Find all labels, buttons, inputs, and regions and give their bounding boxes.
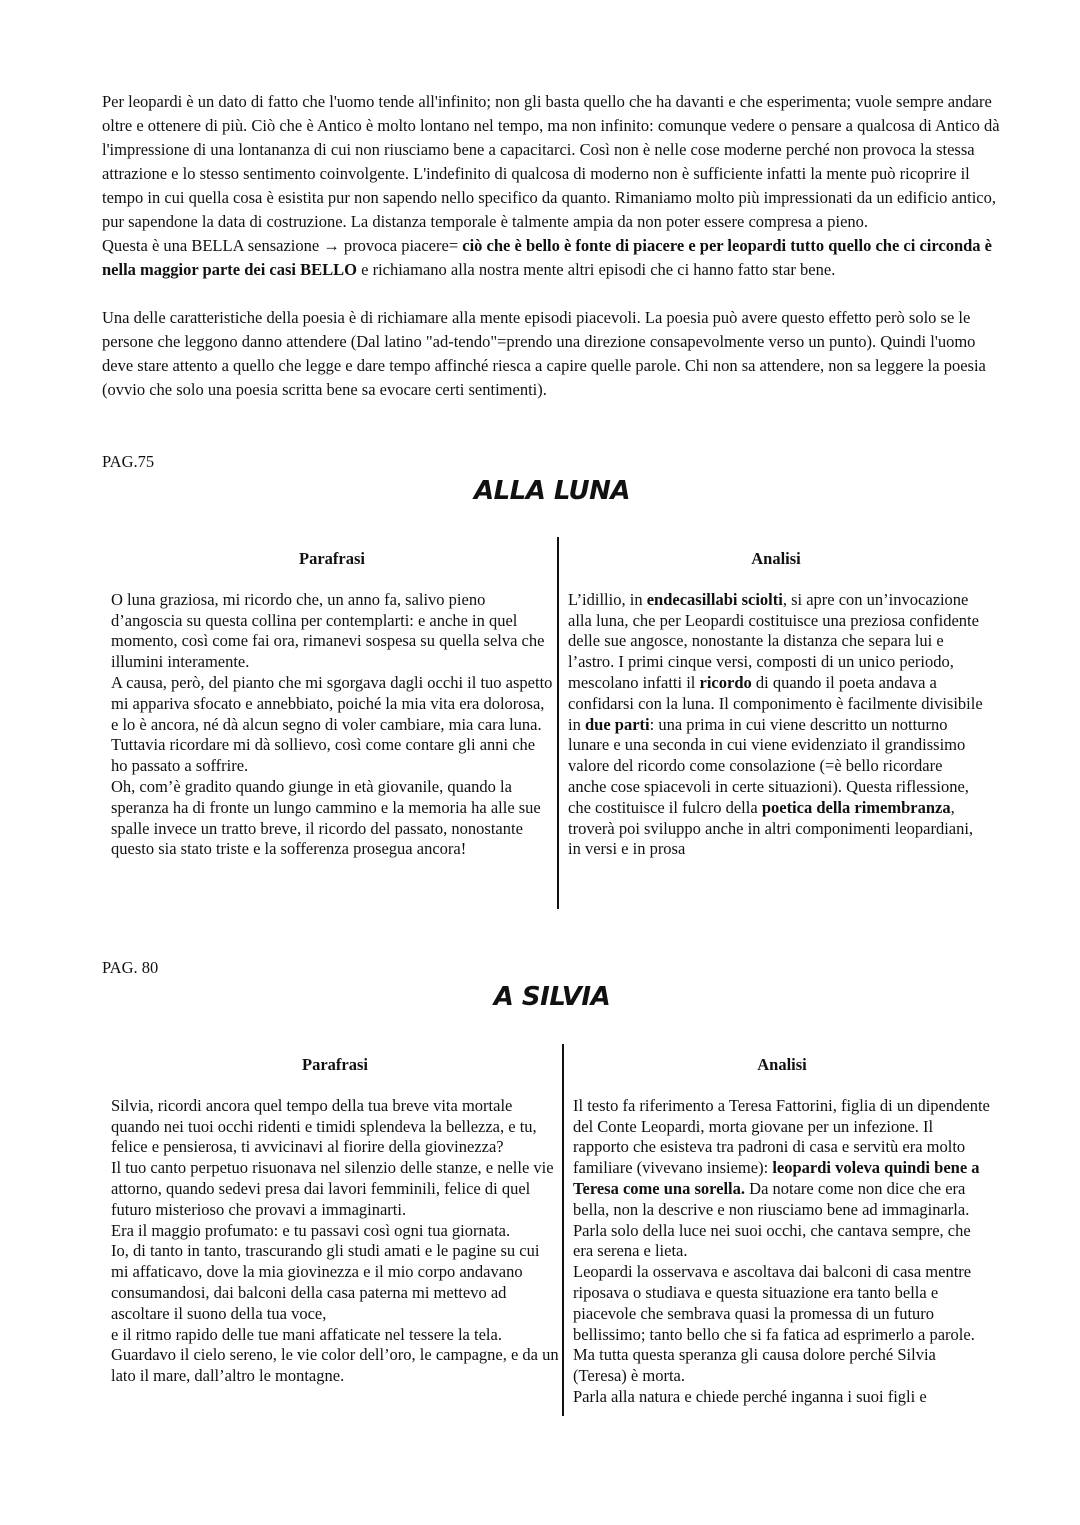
parafrasi-line: Oh, com’è gradito quando giunge in età giovanile, quando la speranza ha di fronte un lungo cammino e la memoria ha alle sue spalle invece un tratto breve, il ricordo del passato, nonostante questo sia stato triste e la sofferenza prosegua ancora! [111,776,541,859]
analisi-column-silvia [573,1055,991,1408]
parafrasi-line: e il ritmo rapido delle tue mani affaticate nel tessere la tela. [111,1324,502,1344]
intro-text [102,90,1002,402]
parafrasi-line: A causa, però, del pianto che mi sgorgava dagli occhi il tuo aspetto mi appariva sfocato e annebbiato, poiché la mia vita era dolorosa, e lo è ancora, né dà alcun segno di voler cambiare, mia cara luna. [111,672,553,734]
parafrasi-column-silvia [111,1055,559,1387]
analisi-column-luna [568,549,984,860]
parafrasi-line: Il tuo canto perpetuo risuonava nel silenzio delle stanze, e nelle vie attorno, quando sedevi presa dai lavori femminili, felice di quel futuro misterioso che provavi a immaginarti. [111,1158,554,1219]
parafrasi-line: Era il maggio profumato: e tu passavi così ogni tua giornata. [111,1220,511,1240]
parafrasi-heading: Parafrasi [299,549,365,568]
intro-paragraph-2 [102,234,1002,282]
parafrasi-line: Silvia, ricordi ancora quel tempo della tua breve vita mortale quando nei tuoi occhi ridenti e timidi splendeva la bellezza, e tu, felice e pensierosa, ti avvicinavi al fiorire della giovinezza? [111,1095,537,1157]
analisi-fragment: , troverà poi sviluppo anche in altri componimenti leopardiani, in versi e in prosa [568,797,974,859]
analisi-fragment: Il testo fa riferimento a Teresa Fattorini, figlia di un dipendente del Conte Leopardi, morta giovane per un infezione. Il rapporto che esisteva tra padroni di casa e servitù era molto familiare (vivevano insieme): [573,1095,990,1178]
column-divider [557,537,559,909]
analisi-heading: Analisi [757,1055,807,1074]
analisi-bold: poetica della rimembranza [761,797,951,817]
parafrasi-line: O luna graziosa, mi ricordo che, un anno fa, salivo pieno d’angoscia su questa collina per contemplarti: e anche in quel momento, così come fai ora, rimanevi sospesa su quella selva che illumini interamente. [111,589,545,672]
page-reference-75: PAG.75 [102,452,155,471]
parafrasi-heading: Parafrasi [302,1055,368,1074]
analisi-bold: leopardi voleva quindi bene a Teresa come una sorella. [573,1158,980,1198]
analisi-fragment: L’idillio, in [568,589,647,609]
analisi-bold: due parti [584,714,650,734]
parafrasi-column-luna [111,549,553,860]
intro-p2-bold: ciò che è bello è fonte di piacere e per leopardi tutto quello che ci circonda è nella maggior parte dei casi BELLO [102,236,993,279]
analisi-text [573,1096,991,1262]
column-divider [562,1044,564,1416]
analisi-text: Parla alla natura e chiede perché inganna i suoi figli e [573,1386,927,1406]
analisi-text: Leopardi la osservava e ascoltava dai balconi di casa mentre riposava o studiava e questa situazione era tanto bella e piacevole che sembrava quasi la promessa di un futuro bellissimo; tanto bello che si fa fatica ad esprimerlo a parole. Ma tutta questa speranza gli causa dolore perché Silvia (Teresa) è morta. [573,1262,975,1386]
intro-paragraph-1: Per leopardi è un dato di fatto che l'uomo tende all'infinito; non gli basta quello che ha davanti e che esperimenta; vuole sempre andare oltre e ottenere di più. Ciò che è Antico è molto lontano nel tempo, ma non infinito: comunque vedere o pensare a qualcosa di Antico dà l'impressione di una lontananza di cui non riusciamo bene a capacitarci. Così non è nelle cose moderne perché non provoca la stessa attrazione e lo stesso sentimento coinvolgente. L'indefinito di qualcosa di moderno non è sufficiente infatti la mente può ricoprire il tempo in cui quella cosa è esistita pur non sapendo nello specifico da quanto. Rimaniamo molto più impressionati da un edificio antico, pur sapendone la data di costruzione. La distanza temporale è talmente ampia da non poter essere compresa a pieno. [102,92,1000,231]
section-title-a-silvia: A SILVIA [493,982,611,1012]
analisi-heading: Analisi [751,549,801,568]
analisi-bold: ricordo [699,672,752,692]
analisi-fragment: , si apre con un’invocazione alla luna, che per Leopardi costituisce una preziosa confidente delle sue angosce, nonostante la distanza che separa lui e l’astro. I primi cinque versi, composti di un unico periodo, mescolano infatti il [568,589,979,692]
analisi-fragment: : una prima in cui viene descritto un notturno lunare e una seconda in cui viene evidenziato il grandissimo valore del ricordo come consolazione (=è bello ricordare anche cose spiacevoli in certe situazioni). Questa riflessione, che costituisce il fulcro della [568,714,969,817]
intro-p2-end: e richiamano alla nostra mente altri episodi che ci hanno fatto star bene. [357,260,836,279]
intro-paragraph-3: Una delle caratteristiche della poesia è di richiamare alla mente episodi piacevoli. La poesia può avere questo effetto però solo se le persone che leggono danno attendere (Dal latino "ad-tendo"=prendo una direzione consapevolmente verso un punto). Quindi l'uomo deve stare attento a quello che legge e dare tempo affinché riesca a capire quelle parole. Chi non sa attendere, non sa leggere la poesia (ovvio che solo una poesia scritta bene sa evocare certi sentimenti). [102,308,986,399]
section-title-alla-luna: ALLA LUNA [473,476,631,506]
intro-p2-text: Questa è una BELLA sensazione → provoca piacere= [102,236,463,255]
analisi-text [568,590,984,860]
parafrasi-line: Tuttavia ricordare mi dà sollievo, così come contare gli anni che ho passato a soffrire. [111,735,536,776]
analisi-bold: endecasillabi sciolti [646,589,783,609]
analisi-fragment: di quando il poeta andava a confidarsi con la luna. Il componimento è facilmente divisibile in [568,672,983,734]
parafrasi-line: Guardavo il cielo sereno, le vie color dell’oro, le campagne, e da un lato il mare, dall’altro le montagne. [111,1345,559,1386]
parafrasi-line: Io, di tanto in tanto, trascurando gli studi amati e le pagine su cui mi affaticavo, dove la mia giovinezza e il mio corpo andavano consumandosi, dai balconi della casa paterna mi mettevo ad ascoltare il suono della tua voce, [111,1241,540,1323]
analisi-fragment: Da notare come non dice che era bella, non la descrive e non riusciamo bene ad immaginarla. Parla solo della luce nei suoi occhi, che cantava sempre, che era serena e lieta. [573,1178,971,1261]
page-reference-80: PAG. 80 [102,958,159,977]
